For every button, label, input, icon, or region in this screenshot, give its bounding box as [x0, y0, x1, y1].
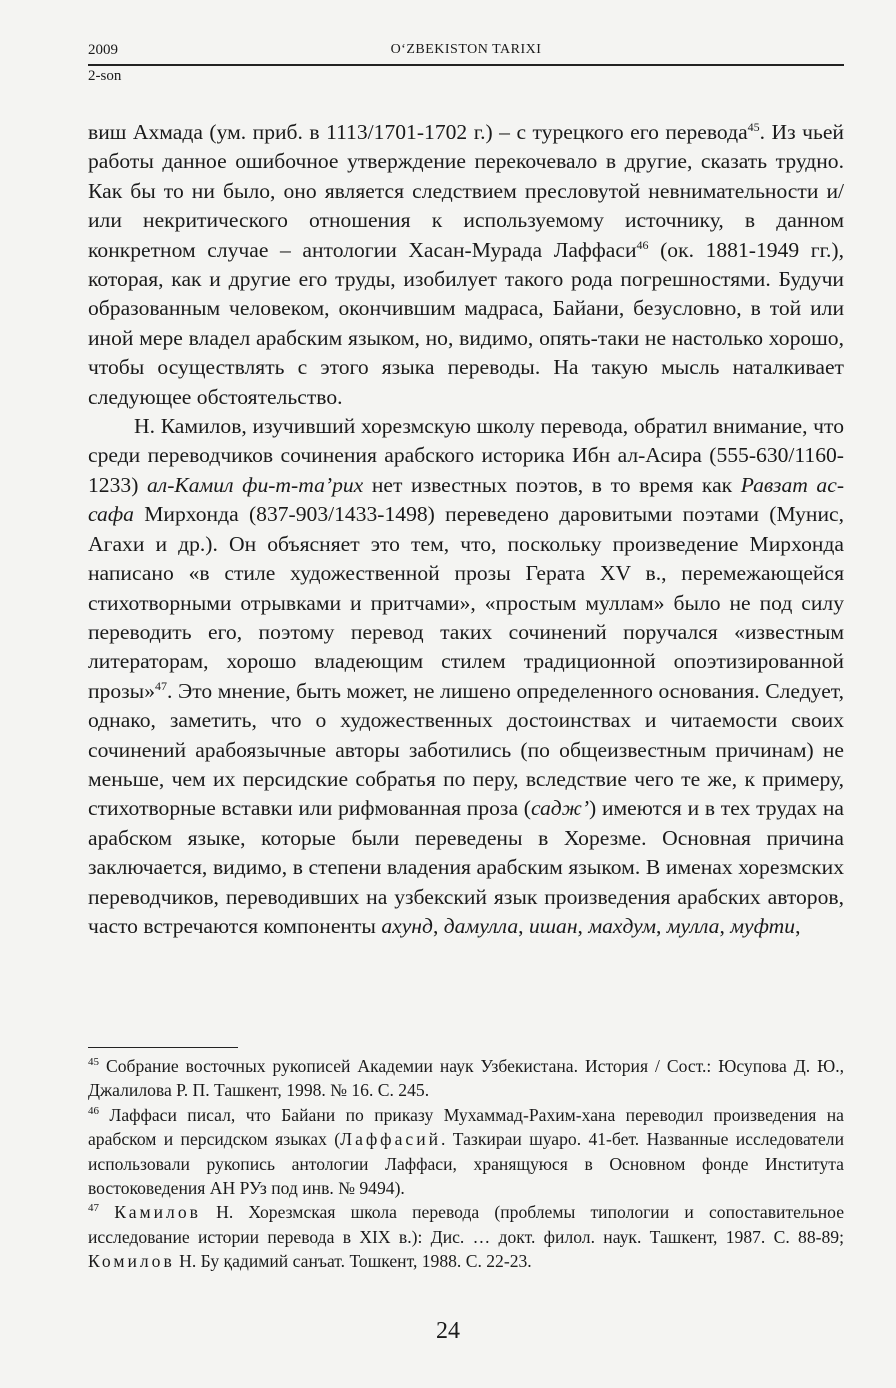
text-run: ,: [432, 913, 444, 938]
italic-term: муфти: [730, 913, 796, 938]
spaced-author-name: Комилов: [88, 1251, 175, 1272]
text-run: . Это мнение, быть может, не лишено определенного основания. Следует, однако, заметить, что о художественных достоинствах и читаемости своих сочинений арабоязычные авторы заботились (по общеизвестным причинам) не меньше, чем их персидские собратья по перу, вследствие чего те же, к примеру, стихотворные вставки или рифмованная проза (: [88, 678, 844, 821]
italic-term: ахунд: [381, 913, 433, 938]
header-rule: [88, 64, 844, 66]
header-year: 2009: [88, 42, 118, 58]
main-text: [88, 118, 844, 941]
footnote-number: 47: [88, 1202, 99, 1215]
italic-term: дамулла: [443, 913, 519, 938]
footnote-47: [88, 1200, 844, 1273]
spaced-author-name: Камилов: [114, 1202, 201, 1223]
footnote-text: . Тазкираи шуаро. 41-бет. Названные исследователи использовали рукопись антологии Лаффаси, хранящуюся в Основном фонде Института востоковедения АН РУз под инв. № 9494).: [88, 1129, 844, 1199]
footnotes: [88, 1054, 844, 1274]
italic-title: ал-Камил фи-т-та’рих: [146, 472, 364, 497]
text-run: ) имеются и в тех трудах на арабском языке, которые были переведены в Хорезме. Основная причина заключается, видимо, в степени владения арабским языком. В именах хорезмских переводчиков, переводивших на узбекский язык произведения арабских авторов, часто встречаются компоненты: [88, 796, 844, 938]
paragraph-1: [88, 118, 844, 412]
text-run: ,: [719, 913, 731, 938]
footnote-text: Собрание восточных рукописей Академии наук Узбекистана. История / Сост.: Юсупова Д. Ю., Джалилова Р. П. Ташкент, 1998. № 16. С. 245.: [88, 1056, 844, 1101]
footnote-text: Н. Хорезмская школа перевода (проблемы типологии и сопоставительное исследование истории перевода в XIX в.): Дис. … докт. филол. наук. Ташкент, 1987. С. 88-89;: [88, 1202, 844, 1247]
footnote-separator: [88, 1047, 238, 1048]
italic-term: садж’: [530, 796, 590, 821]
text-run: ,: [655, 913, 667, 938]
paragraph-2: [88, 412, 844, 941]
text-run: ,: [518, 913, 529, 938]
text-run: нет известных поэтов, в то время как: [363, 472, 741, 497]
spaced-author-name: Лаффасий: [340, 1129, 442, 1150]
italic-term: мулла: [666, 913, 720, 938]
footnote-ref-47[interactable]: 47: [155, 678, 167, 693]
text-run: (ок. 1881-1949 гг.), которая, как и другие его труды, изобилует такого рода погрешностями. Будучи образованным человеком, окончившим мадраса, Байани, безусловно, в той или иной мере владел арабским языком, но, видимо, опять-таки не настолько хорошо, чтобы осуществлять с этого языка переводы. На такую мысль наталкивает следующее обстоятельство.: [88, 237, 844, 409]
footnote-text: Лаффаси писал, что Байани по приказу Мухаммад-Рахим-хана переводил произведения на арабском и персидском языках (: [88, 1104, 844, 1150]
footnote-46: [88, 1103, 844, 1201]
header-issue: 2-son: [88, 68, 122, 84]
text-run: Мирхонда (837-903/1433-1498) переведено даровитыми поэтами (Мунис, Агахи и др.). Он объясняет это тем, что, поскольку произведение Мирхонда написано «в стиле художественной прозы Герата XV в., перемежающейся стихотворными отрывками и притчами», «простым муллам» было не под силу переводить его, поэтому перевод таких сочинений поручался «известным литераторам, хорошо владеющим стилем традиционной опоэтизированной прозы»: [88, 502, 844, 703]
text-run: Н. Камилов, изучивший хорезмскую школу перевода, обратил внимание, что среди переводчиков сочинения арабского историка Ибн ал-Асира (555-630/1160-1233): [88, 414, 844, 497]
italic-title: Равзат ас-сафа: [88, 472, 845, 527]
running-header: [88, 40, 844, 84]
text-run: ,: [577, 913, 589, 938]
footnote-number: 45: [88, 1056, 99, 1069]
italic-term: махдум: [588, 913, 656, 938]
page-number: 24: [436, 1318, 460, 1344]
footnote-ref-46[interactable]: 46: [636, 237, 649, 252]
text-run: ,: [795, 913, 801, 938]
footnote-text: Н. Бу қадимий санъат. Тошкент, 1988. С. 22-23.: [174, 1251, 532, 1272]
text-run: виш Ахмада (ум. приб. в 1113/1701-1702 г.) – с турецкого его перевода: [88, 120, 748, 144]
text-run: . Из чьей работы данное ошибочное утверждение перекочевало в другие, сказать трудно. Как бы то ни было, оно является следствием пресловутой невнимательности и/или некритического отношения к используемому источнику, в данном конкретном случае – антологии Хасан-Мурада Лаффаси: [88, 120, 844, 262]
footnote-number: 46: [88, 1104, 99, 1117]
header-journal-title: O‘ZBEKISTON TARIXI: [390, 42, 542, 57]
footnote-45: [88, 1054, 844, 1103]
footnote-ref-45[interactable]: 45: [747, 119, 760, 134]
italic-term: ишан: [528, 913, 578, 938]
